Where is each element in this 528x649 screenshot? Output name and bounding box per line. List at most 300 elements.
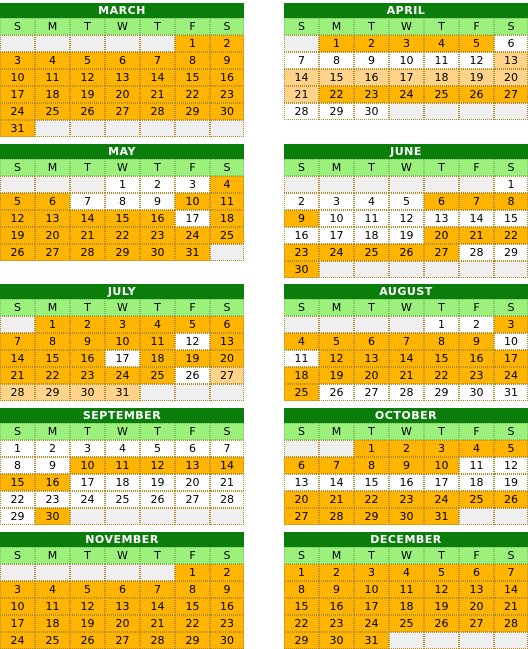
day-cell[interactable]: 21 bbox=[319, 491, 354, 508]
day-cell[interactable]: 19 bbox=[424, 598, 459, 615]
day-cell[interactable]: 18 bbox=[35, 615, 70, 632]
day-cell[interactable]: 11 bbox=[210, 193, 244, 210]
day-cell[interactable]: 1 bbox=[354, 440, 389, 457]
day-cell[interactable]: 19 bbox=[140, 474, 175, 491]
day-cell[interactable]: 6 bbox=[354, 333, 389, 350]
day-cell[interactable]: 1 bbox=[284, 564, 319, 581]
day-cell[interactable]: 2 bbox=[140, 176, 175, 193]
day-cell[interactable]: 1 bbox=[105, 176, 140, 193]
day-cell[interactable]: 29 bbox=[35, 384, 70, 401]
day-cell[interactable]: 29 bbox=[0, 508, 35, 525]
day-cell[interactable]: 7 bbox=[0, 333, 35, 350]
day-cell[interactable]: 5 bbox=[140, 440, 175, 457]
day-cell[interactable]: 13 bbox=[459, 581, 494, 598]
day-cell[interactable]: 4 bbox=[35, 581, 70, 598]
day-cell[interactable]: 25 bbox=[424, 86, 459, 103]
day-cell[interactable]: 11 bbox=[105, 457, 140, 474]
day-cell[interactable]: 12 bbox=[389, 210, 424, 227]
day-cell[interactable]: 12 bbox=[424, 581, 459, 598]
day-cell[interactable]: 9 bbox=[140, 193, 175, 210]
day-cell[interactable]: 11 bbox=[35, 598, 70, 615]
day-cell[interactable]: 24 bbox=[319, 244, 354, 261]
day-cell[interactable]: 4 bbox=[210, 176, 244, 193]
day-cell[interactable]: 6 bbox=[105, 52, 140, 69]
day-cell[interactable]: 30 bbox=[459, 384, 494, 401]
day-cell[interactable]: 21 bbox=[284, 86, 319, 103]
day-cell[interactable]: 2 bbox=[284, 193, 319, 210]
day-cell[interactable]: 1 bbox=[424, 316, 459, 333]
day-cell[interactable]: 9 bbox=[459, 333, 494, 350]
day-cell[interactable]: 16 bbox=[459, 350, 494, 367]
day-cell[interactable]: 26 bbox=[140, 491, 175, 508]
day-cell[interactable]: 23 bbox=[319, 615, 354, 632]
day-cell[interactable]: 15 bbox=[0, 474, 35, 491]
day-cell[interactable]: 18 bbox=[35, 86, 70, 103]
day-cell[interactable]: 3 bbox=[424, 440, 459, 457]
day-cell[interactable]: 11 bbox=[35, 69, 70, 86]
day-cell[interactable]: 1 bbox=[319, 35, 354, 52]
day-cell[interactable]: 11 bbox=[424, 52, 459, 69]
day-cell[interactable]: 6 bbox=[35, 193, 70, 210]
day-cell[interactable]: 4 bbox=[459, 440, 494, 457]
day-cell[interactable]: 17 bbox=[0, 615, 35, 632]
day-cell[interactable]: 27 bbox=[210, 367, 244, 384]
day-cell[interactable]: 28 bbox=[140, 103, 175, 120]
day-cell[interactable]: 10 bbox=[494, 333, 528, 350]
day-cell[interactable]: 7 bbox=[389, 333, 424, 350]
day-cell[interactable]: 4 bbox=[389, 564, 424, 581]
day-cell[interactable]: 10 bbox=[0, 598, 35, 615]
day-cell[interactable]: 25 bbox=[389, 615, 424, 632]
day-cell[interactable]: 10 bbox=[389, 52, 424, 69]
day-cell[interactable]: 9 bbox=[389, 457, 424, 474]
day-cell[interactable]: 30 bbox=[210, 632, 244, 649]
day-cell[interactable]: 27 bbox=[284, 508, 319, 525]
day-cell[interactable]: 27 bbox=[35, 244, 70, 261]
day-cell[interactable]: 28 bbox=[70, 244, 105, 261]
day-cell[interactable]: 23 bbox=[459, 367, 494, 384]
day-cell[interactable]: 8 bbox=[424, 333, 459, 350]
day-cell[interactable]: 11 bbox=[284, 350, 319, 367]
day-cell[interactable]: 18 bbox=[459, 474, 494, 491]
day-cell[interactable]: 12 bbox=[0, 210, 35, 227]
day-cell[interactable]: 6 bbox=[424, 193, 459, 210]
day-cell[interactable]: 6 bbox=[105, 581, 140, 598]
day-cell[interactable]: 14 bbox=[459, 210, 494, 227]
day-cell[interactable]: 18 bbox=[389, 598, 424, 615]
day-cell[interactable]: 16 bbox=[210, 69, 244, 86]
day-cell[interactable]: 10 bbox=[0, 69, 35, 86]
day-cell[interactable]: 5 bbox=[175, 316, 210, 333]
day-cell[interactable]: 17 bbox=[0, 86, 35, 103]
day-cell[interactable]: 7 bbox=[284, 52, 319, 69]
day-cell[interactable]: 8 bbox=[175, 581, 210, 598]
day-cell[interactable]: 20 bbox=[35, 227, 70, 244]
day-cell[interactable]: 8 bbox=[494, 193, 528, 210]
day-cell[interactable]: 1 bbox=[0, 440, 35, 457]
day-cell[interactable]: 8 bbox=[175, 52, 210, 69]
day-cell[interactable]: 21 bbox=[140, 615, 175, 632]
day-cell[interactable]: 2 bbox=[354, 35, 389, 52]
day-cell[interactable]: 2 bbox=[210, 35, 244, 52]
day-cell[interactable]: 3 bbox=[389, 35, 424, 52]
day-cell[interactable]: 30 bbox=[284, 261, 319, 278]
day-cell[interactable]: 17 bbox=[494, 350, 528, 367]
day-cell[interactable]: 3 bbox=[354, 564, 389, 581]
day-cell[interactable]: 5 bbox=[424, 564, 459, 581]
day-cell[interactable]: 12 bbox=[70, 69, 105, 86]
day-cell[interactable]: 15 bbox=[175, 598, 210, 615]
day-cell[interactable]: 30 bbox=[140, 244, 175, 261]
day-cell[interactable]: 14 bbox=[494, 581, 528, 598]
day-cell[interactable]: 26 bbox=[0, 244, 35, 261]
day-cell[interactable]: 15 bbox=[35, 350, 70, 367]
day-cell[interactable]: 1 bbox=[35, 316, 70, 333]
day-cell[interactable]: 19 bbox=[389, 227, 424, 244]
day-cell[interactable]: 17 bbox=[354, 598, 389, 615]
day-cell[interactable]: 27 bbox=[459, 615, 494, 632]
day-cell[interactable]: 27 bbox=[424, 244, 459, 261]
day-cell[interactable]: 23 bbox=[140, 227, 175, 244]
day-cell[interactable]: 24 bbox=[0, 632, 35, 649]
day-cell[interactable]: 14 bbox=[70, 210, 105, 227]
day-cell[interactable]: 29 bbox=[494, 244, 528, 261]
day-cell[interactable]: 24 bbox=[354, 615, 389, 632]
day-cell[interactable]: 28 bbox=[459, 244, 494, 261]
day-cell[interactable]: 8 bbox=[354, 457, 389, 474]
day-cell[interactable]: 24 bbox=[494, 367, 528, 384]
day-cell[interactable]: 16 bbox=[389, 474, 424, 491]
day-cell[interactable]: 25 bbox=[459, 491, 494, 508]
day-cell[interactable]: 23 bbox=[284, 244, 319, 261]
day-cell[interactable]: 4 bbox=[105, 440, 140, 457]
day-cell[interactable]: 17 bbox=[105, 350, 140, 367]
day-cell[interactable]: 30 bbox=[389, 508, 424, 525]
day-cell[interactable]: 6 bbox=[459, 564, 494, 581]
day-cell[interactable]: 3 bbox=[494, 316, 528, 333]
day-cell[interactable]: 22 bbox=[105, 227, 140, 244]
day-cell[interactable]: 28 bbox=[284, 103, 319, 120]
day-cell[interactable]: 17 bbox=[175, 210, 210, 227]
day-cell[interactable]: 6 bbox=[175, 440, 210, 457]
day-cell[interactable]: 9 bbox=[284, 210, 319, 227]
day-cell[interactable]: 23 bbox=[70, 367, 105, 384]
day-cell[interactable]: 15 bbox=[424, 350, 459, 367]
day-cell[interactable]: 19 bbox=[175, 350, 210, 367]
day-cell[interactable]: 4 bbox=[35, 52, 70, 69]
day-cell[interactable]: 14 bbox=[140, 69, 175, 86]
day-cell[interactable]: 14 bbox=[0, 350, 35, 367]
day-cell[interactable]: 2 bbox=[210, 564, 244, 581]
day-cell[interactable]: 11 bbox=[389, 581, 424, 598]
day-cell[interactable]: 9 bbox=[210, 581, 244, 598]
day-cell[interactable]: 7 bbox=[140, 581, 175, 598]
day-cell[interactable]: 26 bbox=[175, 367, 210, 384]
day-cell[interactable]: 22 bbox=[175, 615, 210, 632]
day-cell[interactable]: 13 bbox=[354, 350, 389, 367]
day-cell[interactable]: 16 bbox=[354, 69, 389, 86]
day-cell[interactable]: 19 bbox=[494, 474, 528, 491]
day-cell[interactable]: 10 bbox=[354, 581, 389, 598]
day-cell[interactable]: 22 bbox=[35, 367, 70, 384]
day-cell[interactable]: 23 bbox=[354, 86, 389, 103]
day-cell[interactable]: 26 bbox=[70, 632, 105, 649]
day-cell[interactable]: 2 bbox=[319, 564, 354, 581]
day-cell[interactable]: 7 bbox=[210, 440, 244, 457]
day-cell[interactable]: 23 bbox=[389, 491, 424, 508]
day-cell[interactable]: 2 bbox=[70, 316, 105, 333]
day-cell[interactable]: 3 bbox=[175, 176, 210, 193]
day-cell[interactable]: 19 bbox=[70, 86, 105, 103]
day-cell[interactable]: 5 bbox=[494, 440, 528, 457]
day-cell[interactable]: 21 bbox=[70, 227, 105, 244]
day-cell[interactable]: 25 bbox=[105, 491, 140, 508]
day-cell[interactable]: 13 bbox=[494, 52, 528, 69]
day-cell[interactable]: 31 bbox=[0, 120, 35, 137]
day-cell[interactable]: 21 bbox=[389, 367, 424, 384]
day-cell[interactable]: 29 bbox=[354, 508, 389, 525]
day-cell[interactable]: 28 bbox=[319, 508, 354, 525]
day-cell[interactable]: 16 bbox=[210, 598, 244, 615]
day-cell[interactable]: 26 bbox=[70, 103, 105, 120]
day-cell[interactable]: 3 bbox=[105, 316, 140, 333]
day-cell[interactable]: 31 bbox=[175, 244, 210, 261]
day-cell[interactable]: 29 bbox=[424, 384, 459, 401]
day-cell[interactable]: 18 bbox=[105, 474, 140, 491]
day-cell[interactable]: 18 bbox=[354, 227, 389, 244]
day-cell[interactable]: 4 bbox=[424, 35, 459, 52]
day-cell[interactable]: 22 bbox=[175, 86, 210, 103]
day-cell[interactable]: 27 bbox=[175, 491, 210, 508]
day-cell[interactable]: 15 bbox=[494, 210, 528, 227]
day-cell[interactable]: 6 bbox=[210, 316, 244, 333]
day-cell[interactable]: 3 bbox=[70, 440, 105, 457]
day-cell[interactable]: 31 bbox=[105, 384, 140, 401]
day-cell[interactable]: 12 bbox=[494, 457, 528, 474]
day-cell[interactable]: 12 bbox=[70, 598, 105, 615]
day-cell[interactable]: 17 bbox=[424, 474, 459, 491]
day-cell[interactable]: 2 bbox=[459, 316, 494, 333]
day-cell[interactable]: 13 bbox=[210, 333, 244, 350]
day-cell[interactable]: 18 bbox=[284, 367, 319, 384]
day-cell[interactable]: 20 bbox=[459, 598, 494, 615]
day-cell[interactable]: 15 bbox=[105, 210, 140, 227]
day-cell[interactable]: 8 bbox=[319, 52, 354, 69]
day-cell[interactable]: 16 bbox=[140, 210, 175, 227]
day-cell[interactable]: 27 bbox=[105, 103, 140, 120]
day-cell[interactable]: 26 bbox=[424, 615, 459, 632]
day-cell[interactable]: 21 bbox=[494, 598, 528, 615]
day-cell[interactable]: 20 bbox=[494, 69, 528, 86]
day-cell[interactable]: 10 bbox=[105, 333, 140, 350]
day-cell[interactable]: 19 bbox=[459, 69, 494, 86]
day-cell[interactable]: 5 bbox=[70, 581, 105, 598]
day-cell[interactable]: 14 bbox=[210, 457, 244, 474]
day-cell[interactable]: 13 bbox=[175, 457, 210, 474]
day-cell[interactable]: 25 bbox=[35, 632, 70, 649]
day-cell[interactable]: 9 bbox=[35, 457, 70, 474]
day-cell[interactable]: 11 bbox=[140, 333, 175, 350]
day-cell[interactable]: 21 bbox=[140, 86, 175, 103]
day-cell[interactable]: 15 bbox=[284, 598, 319, 615]
day-cell[interactable]: 3 bbox=[319, 193, 354, 210]
day-cell[interactable]: 30 bbox=[354, 103, 389, 120]
day-cell[interactable]: 13 bbox=[424, 210, 459, 227]
day-cell[interactable]: 4 bbox=[354, 193, 389, 210]
day-cell[interactable]: 23 bbox=[35, 491, 70, 508]
day-cell[interactable]: 29 bbox=[319, 103, 354, 120]
day-cell[interactable]: 28 bbox=[140, 632, 175, 649]
day-cell[interactable]: 6 bbox=[284, 457, 319, 474]
day-cell[interactable]: 22 bbox=[319, 86, 354, 103]
day-cell[interactable]: 18 bbox=[210, 210, 244, 227]
day-cell[interactable]: 25 bbox=[354, 244, 389, 261]
day-cell[interactable]: 22 bbox=[284, 615, 319, 632]
day-cell[interactable]: 16 bbox=[319, 598, 354, 615]
day-cell[interactable]: 14 bbox=[389, 350, 424, 367]
day-cell[interactable]: 29 bbox=[105, 244, 140, 261]
day-cell[interactable]: 24 bbox=[389, 86, 424, 103]
day-cell[interactable]: 24 bbox=[105, 367, 140, 384]
day-cell[interactable]: 1 bbox=[494, 176, 528, 193]
day-cell[interactable]: 24 bbox=[0, 103, 35, 120]
day-cell[interactable]: 31 bbox=[424, 508, 459, 525]
day-cell[interactable]: 28 bbox=[389, 384, 424, 401]
day-cell[interactable]: 20 bbox=[354, 367, 389, 384]
day-cell[interactable]: 28 bbox=[494, 615, 528, 632]
day-cell[interactable]: 13 bbox=[105, 598, 140, 615]
day-cell[interactable]: 8 bbox=[284, 581, 319, 598]
day-cell[interactable]: 4 bbox=[140, 316, 175, 333]
day-cell[interactable]: 7 bbox=[319, 457, 354, 474]
day-cell[interactable]: 30 bbox=[319, 632, 354, 649]
day-cell[interactable]: 5 bbox=[319, 333, 354, 350]
day-cell[interactable]: 12 bbox=[140, 457, 175, 474]
day-cell[interactable]: 20 bbox=[284, 491, 319, 508]
day-cell[interactable]: 11 bbox=[354, 210, 389, 227]
day-cell[interactable]: 20 bbox=[210, 350, 244, 367]
day-cell[interactable]: 16 bbox=[70, 350, 105, 367]
day-cell[interactable]: 8 bbox=[35, 333, 70, 350]
day-cell[interactable]: 5 bbox=[459, 35, 494, 52]
day-cell[interactable]: 12 bbox=[319, 350, 354, 367]
day-cell[interactable]: 28 bbox=[210, 491, 244, 508]
day-cell[interactable]: 28 bbox=[0, 384, 35, 401]
day-cell[interactable]: 23 bbox=[210, 86, 244, 103]
day-cell[interactable]: 5 bbox=[70, 52, 105, 69]
day-cell[interactable]: 21 bbox=[210, 474, 244, 491]
day-cell[interactable]: 15 bbox=[354, 474, 389, 491]
day-cell[interactable]: 13 bbox=[284, 474, 319, 491]
day-cell[interactable]: 22 bbox=[494, 227, 528, 244]
day-cell[interactable]: 22 bbox=[354, 491, 389, 508]
day-cell[interactable]: 24 bbox=[424, 491, 459, 508]
day-cell[interactable]: 7 bbox=[140, 52, 175, 69]
day-cell[interactable]: 11 bbox=[459, 457, 494, 474]
day-cell[interactable]: 25 bbox=[210, 227, 244, 244]
day-cell[interactable]: 29 bbox=[284, 632, 319, 649]
day-cell[interactable]: 1 bbox=[175, 564, 210, 581]
day-cell[interactable]: 6 bbox=[494, 35, 528, 52]
day-cell[interactable]: 12 bbox=[175, 333, 210, 350]
day-cell[interactable]: 9 bbox=[210, 52, 244, 69]
day-cell[interactable]: 20 bbox=[105, 615, 140, 632]
day-cell[interactable]: 2 bbox=[35, 440, 70, 457]
day-cell[interactable]: 10 bbox=[319, 210, 354, 227]
day-cell[interactable]: 3 bbox=[0, 52, 35, 69]
day-cell[interactable]: 18 bbox=[140, 350, 175, 367]
day-cell[interactable]: 21 bbox=[0, 367, 35, 384]
day-cell[interactable]: 30 bbox=[70, 384, 105, 401]
day-cell[interactable]: 13 bbox=[105, 69, 140, 86]
day-cell[interactable]: 20 bbox=[175, 474, 210, 491]
day-cell[interactable]: 24 bbox=[175, 227, 210, 244]
day-cell[interactable]: 15 bbox=[319, 69, 354, 86]
day-cell[interactable]: 8 bbox=[0, 457, 35, 474]
day-cell[interactable]: 5 bbox=[0, 193, 35, 210]
day-cell[interactable]: 29 bbox=[175, 632, 210, 649]
day-cell[interactable]: 24 bbox=[70, 491, 105, 508]
day-cell[interactable]: 3 bbox=[0, 581, 35, 598]
day-cell[interactable]: 25 bbox=[284, 384, 319, 401]
day-cell[interactable]: 7 bbox=[459, 193, 494, 210]
day-cell[interactable]: 26 bbox=[389, 244, 424, 261]
day-cell[interactable]: 19 bbox=[0, 227, 35, 244]
day-cell[interactable]: 16 bbox=[35, 474, 70, 491]
day-cell[interactable]: 25 bbox=[140, 367, 175, 384]
day-cell[interactable]: 26 bbox=[494, 491, 528, 508]
day-cell[interactable]: 15 bbox=[175, 69, 210, 86]
day-cell[interactable]: 23 bbox=[210, 615, 244, 632]
day-cell[interactable]: 17 bbox=[389, 69, 424, 86]
day-cell[interactable]: 17 bbox=[70, 474, 105, 491]
day-cell[interactable]: 27 bbox=[494, 86, 528, 103]
day-cell[interactable]: 27 bbox=[105, 632, 140, 649]
day-cell[interactable]: 30 bbox=[210, 103, 244, 120]
day-cell[interactable]: 7 bbox=[70, 193, 105, 210]
day-cell[interactable]: 31 bbox=[494, 384, 528, 401]
day-cell[interactable]: 31 bbox=[354, 632, 389, 649]
day-cell[interactable]: 26 bbox=[459, 86, 494, 103]
day-cell[interactable]: 27 bbox=[354, 384, 389, 401]
day-cell[interactable]: 18 bbox=[424, 69, 459, 86]
day-cell[interactable]: 22 bbox=[0, 491, 35, 508]
day-cell[interactable]: 21 bbox=[459, 227, 494, 244]
day-cell[interactable]: 29 bbox=[175, 103, 210, 120]
day-cell[interactable]: 22 bbox=[424, 367, 459, 384]
day-cell[interactable]: 14 bbox=[284, 69, 319, 86]
day-cell[interactable]: 19 bbox=[70, 615, 105, 632]
day-cell[interactable]: 9 bbox=[70, 333, 105, 350]
day-cell[interactable]: 20 bbox=[424, 227, 459, 244]
day-cell[interactable]: 30 bbox=[35, 508, 70, 525]
day-cell[interactable]: 20 bbox=[105, 86, 140, 103]
day-cell[interactable]: 2 bbox=[389, 440, 424, 457]
day-cell[interactable]: 1 bbox=[175, 35, 210, 52]
day-cell[interactable]: 9 bbox=[319, 581, 354, 598]
day-cell[interactable]: 14 bbox=[140, 598, 175, 615]
day-cell[interactable]: 26 bbox=[319, 384, 354, 401]
day-cell[interactable]: 5 bbox=[389, 193, 424, 210]
day-cell[interactable]: 7 bbox=[494, 564, 528, 581]
day-cell[interactable]: 25 bbox=[35, 103, 70, 120]
day-cell[interactable]: 10 bbox=[175, 193, 210, 210]
day-cell[interactable]: 10 bbox=[70, 457, 105, 474]
day-cell[interactable]: 16 bbox=[284, 227, 319, 244]
day-cell[interactable]: 10 bbox=[424, 457, 459, 474]
day-cell[interactable]: 9 bbox=[354, 52, 389, 69]
day-cell[interactable]: 4 bbox=[284, 333, 319, 350]
